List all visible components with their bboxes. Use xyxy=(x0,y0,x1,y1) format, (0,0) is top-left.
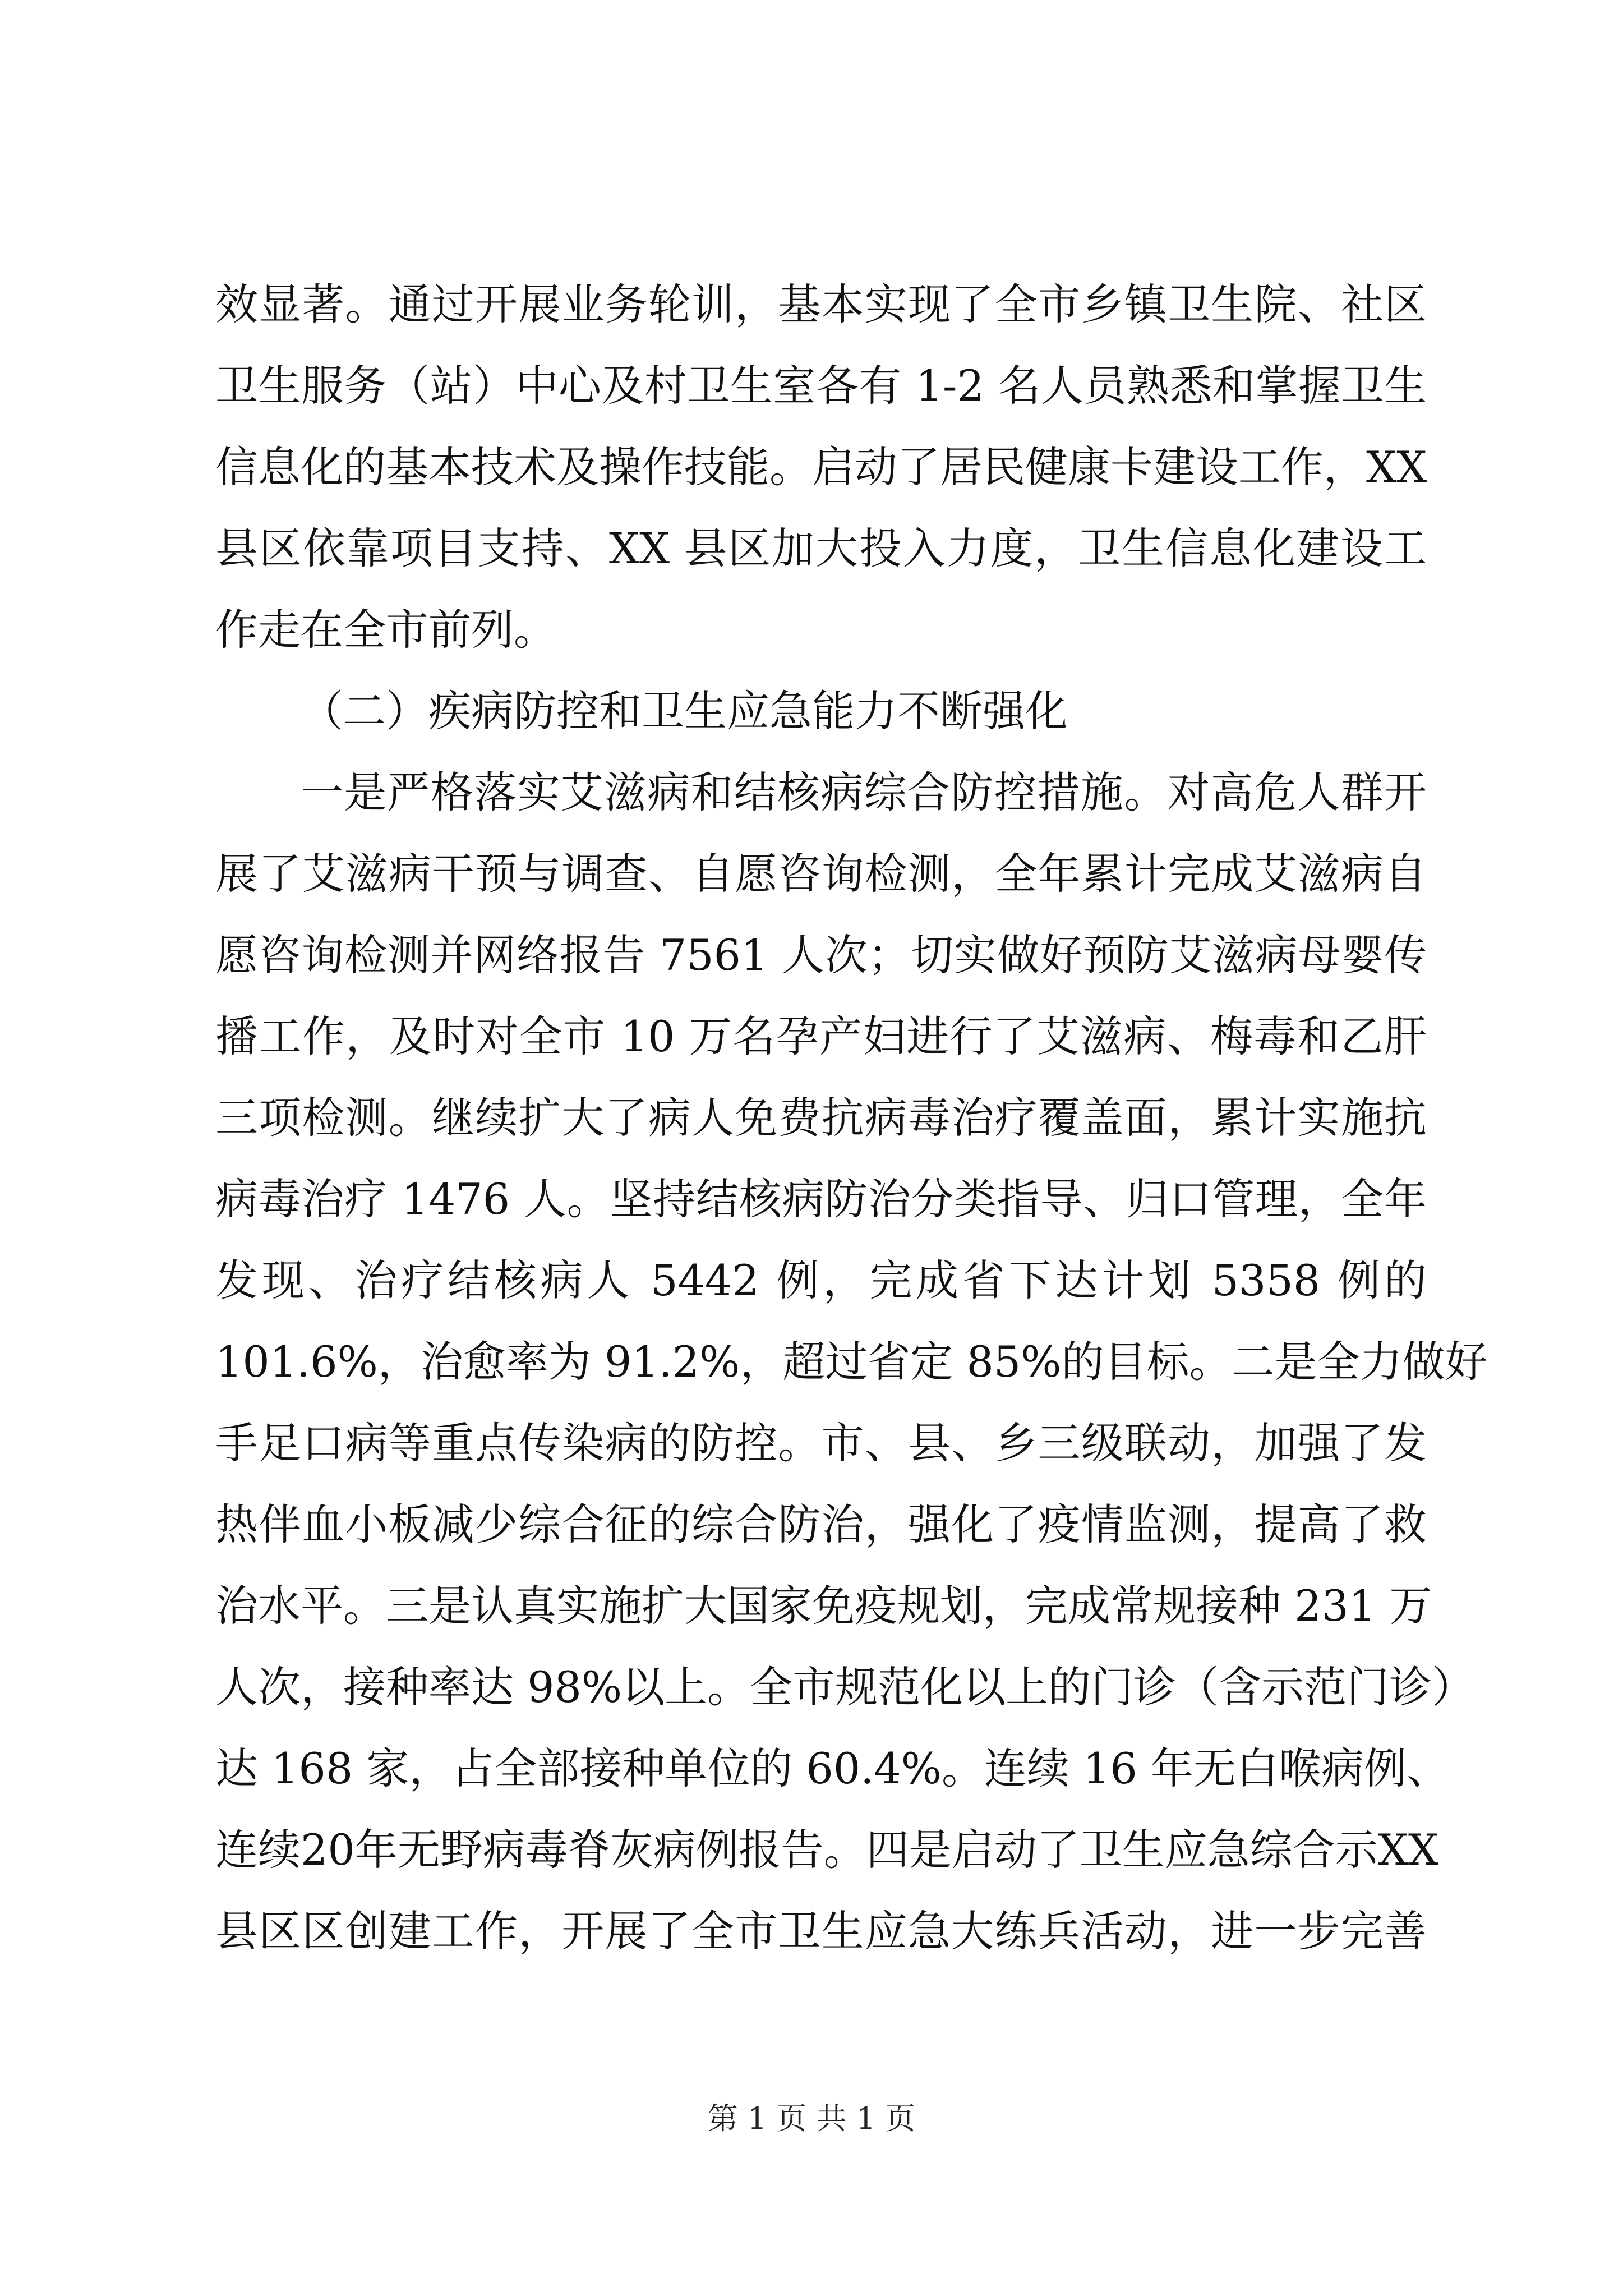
text-line: 一是严格落实艾滋病和结核病综合防控措施。对高危人群开 xyxy=(301,767,1427,817)
text-line: 效显著。通过开展业务轮训，基本实现了全市乡镇卫生院、社区 xyxy=(215,279,1427,329)
text-line: 发现、治疗结核病人 5442 例，完成省下达计划 5358 例的 xyxy=(215,1255,1427,1305)
text-line: 县区区创建工作，开展了全市卫生应急大练兵活动，进一步完善 xyxy=(215,1906,1427,1956)
section-heading: （二）疾病防控和卫生应急能力不断强化 xyxy=(301,686,1068,736)
text-line: 连续20年无野病毒脊灰病例报告。四是启动了卫生应急综合示XX xyxy=(215,1825,1438,1875)
text-line: 热伴血小板减少综合征的综合防治，强化了疫情监测，提高了救 xyxy=(215,1499,1427,1549)
text-line: 卫生服务（站）中心及村卫生室各有 1-2 名人员熟悉和掌握卫生 xyxy=(215,361,1427,411)
text-line: 县区依靠项目支持、XX 县区加大投入力度，卫生信息化建设工 xyxy=(215,523,1427,573)
text-line: 手足口病等重点传染病的防控。市、县、乡三级联动，加强了发 xyxy=(215,1418,1427,1468)
page-number-footer: 第 1 页 共 1 页 xyxy=(707,2101,916,2136)
text-line: 愿咨询检测并网络报告 7561 人次；切实做好预防艾滋病母婴传 xyxy=(215,930,1427,980)
text-line: 101.6%，治愈率为 91.2%，超过省定 85%的目标。二是全力做好 xyxy=(215,1337,1488,1387)
text-line: 病毒治疗 1476 人。坚持结核病防治分类指导、归口管理，全年 xyxy=(215,1174,1427,1224)
text-line: 展了艾滋病干预与调查、自愿咨询检测，全年累计完成艾滋病自 xyxy=(215,849,1427,899)
text-line: 人次，接种率达 98%以上。全市规范化以上的门诊（含示范门诊） xyxy=(215,1662,1475,1712)
document-body xyxy=(215,264,1488,1972)
text-line: 三项检测。继续扩大了病人免费抗病毒治疗覆盖面，累计实施抗 xyxy=(215,1093,1427,1143)
text-line: 作走在全市前列。 xyxy=(215,605,556,655)
text-line: 达 168 家，占全部接种单位的 60.4%。连续 16 年无白喉病例、 xyxy=(215,1743,1449,1793)
text-line: 信息化的基本技术及操作技能。启动了居民健康卡建设工作，XX xyxy=(215,442,1427,492)
text-line: 播工作，及时对全市 10 万名孕产妇进行了艾滋病、梅毒和乙肝 xyxy=(215,1011,1427,1061)
text-line: 治水平。三是认真实施扩大国家免疫规划，完成常规接种 231 万 xyxy=(215,1581,1432,1631)
